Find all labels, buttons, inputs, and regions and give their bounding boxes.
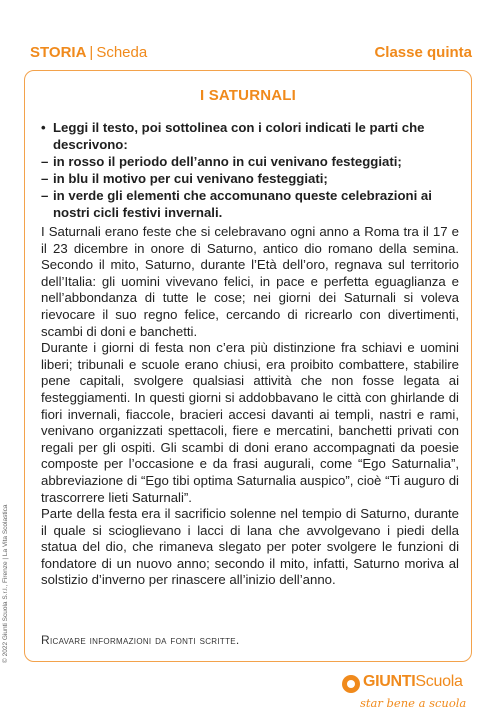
instruction-text: in verde gli elementi che accomunano queste celebrazioni ai nostri cicli festivi invernali. xyxy=(53,188,432,220)
worksheet-title: I SATURNALI xyxy=(199,87,297,104)
logo-g-icon xyxy=(342,675,360,693)
instruction-text: in blu il motivo per cui venivano festeggiati; xyxy=(53,171,328,186)
page-header xyxy=(30,44,472,68)
dash-marker: – xyxy=(41,154,49,169)
instruction-item xyxy=(41,187,461,221)
worksheet-card xyxy=(24,70,472,662)
header-separator: | xyxy=(89,44,94,61)
reading-text xyxy=(41,224,459,589)
instruction-text: Leggi il testo, poi sottolinea con i colori indicati le parti che descrivono: xyxy=(53,120,425,152)
logo-name xyxy=(363,673,463,691)
subject-label: STORIA xyxy=(30,44,87,61)
dash-marker: – xyxy=(41,171,49,186)
instruction-text: in rosso il periodo dell’anno in cui venivano festeggiati; xyxy=(53,154,402,169)
publisher-logo xyxy=(342,672,482,714)
paragraph: Parte della festa era il sacrificio solenne nel tempio di Saturno, durante il quale si scioglievano i lacci di lana che avvolgevano i piedi della statua del dio, che rimaneva slegato per poter svolgere le funzioni di fondatore di un nuovo anno; secondo il mito, infatti, Saturno moriva al solstizio d’inverno per rinascere all’inizio dell’anno. xyxy=(41,506,459,588)
copyright-notice: © 2022 Giunti Scuola S.r.l., Firenze | La Vita Scolastica xyxy=(2,504,9,663)
logo-name-light: Scuola xyxy=(415,673,463,690)
skill-note: Ricavare informazioni da fonti scritte. xyxy=(41,633,240,647)
subject-heading xyxy=(30,44,147,61)
logo-name-bold: GIUNTI xyxy=(363,673,416,690)
instruction-item xyxy=(41,153,461,170)
dash-marker: – xyxy=(41,188,49,203)
instruction-item xyxy=(41,119,461,153)
class-label: Classe quinta xyxy=(374,44,472,61)
bullet-marker: • xyxy=(41,120,46,135)
paragraph: I Saturnali erano feste che si celebravano ogni anno a Roma tra il 17 e il 23 dicembre in onore di Saturno, antico dio romano della semina. Secondo il mito, Saturno, durante l’Età dell’oro, regnava sul territorio dell’Italia: gli uomini vivevano felici, in pace e perfetta eguaglianza e nell’abbondanza di tutte le cose; nei giorni dei Saturnali si voleva rievocare il suo regno felice, cercando di ricrearlo con divertimenti, scambi di doni e banchetti. xyxy=(41,224,459,339)
paragraph: Durante i giorni di festa non c’era più distinzione fra schiavi e uomini liberi; tribunali e scuole erano chiusi, era proibito combattere, stabilire pene capitali, svolgere qualsiasi attività che non fosse legata ai festeggiamenti. In questi giorni si addobbavano le città con ghirlande di fiori invernali, fiaccole, bracieri accesi davanti ai templi, nastri e rami, venivano organizzati spettacoli, fiere e mercatini, banchetti privati con regali per gli ospiti. Gli scambi di doni erano accompagnati da poesie composte per l’occasione e da frasi augurali, come “Ego Saturnalia”, abbreviazione di “Ego tibi optima Saturnalia auspico”, cioè “Ti auguro di trascorrere lieti Saturnali”. xyxy=(41,340,459,505)
logo-tagline: star bene a scuola xyxy=(360,696,467,710)
instruction-item xyxy=(41,170,461,187)
instructions-list xyxy=(41,119,461,221)
sheet-label: Scheda xyxy=(96,44,148,61)
